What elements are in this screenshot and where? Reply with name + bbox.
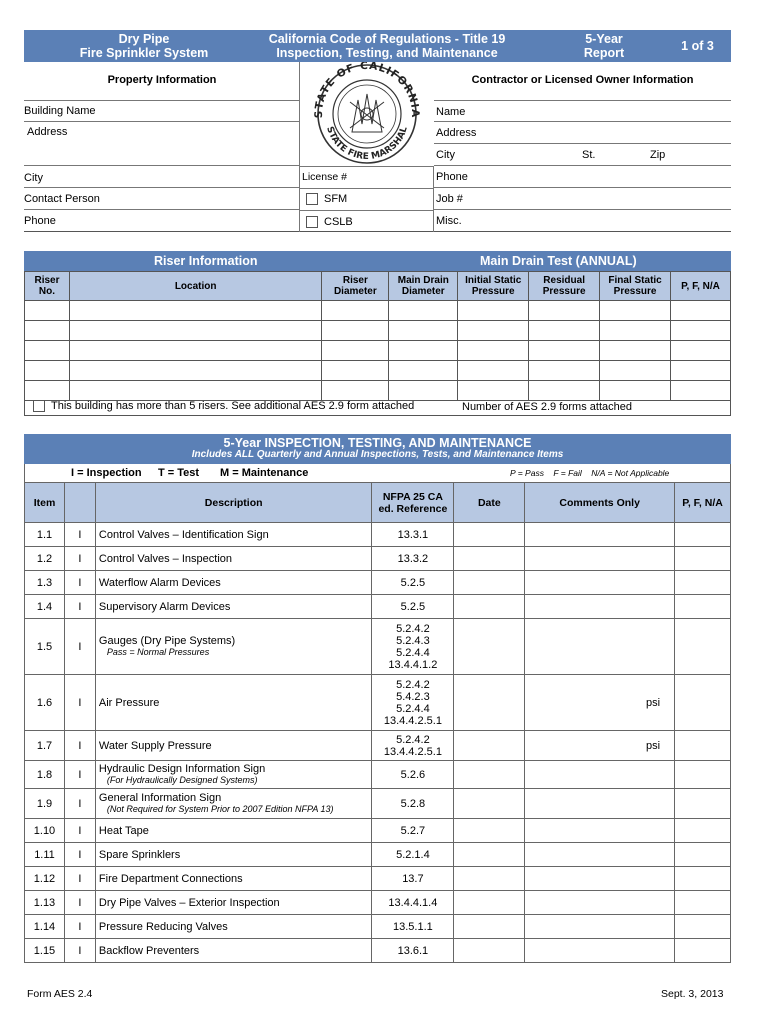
comments-cell[interactable] [525,789,675,819]
item-number: 1.12 [25,867,65,891]
report-period [564,30,644,62]
item-number: 1.2 [25,547,65,571]
comments-cell[interactable] [525,595,675,619]
pfna-cell[interactable] [675,547,731,571]
reference-code: 13.4.4.2.5.1 [383,714,442,727]
pfna-cell[interactable] [675,675,731,731]
item-reference [372,731,454,761]
table-row [25,675,731,731]
table-row [25,915,731,939]
reference-code: 5.2.4.2 [396,622,430,635]
table-row [25,547,731,571]
table-row [25,523,731,547]
unit-label: psi [645,696,661,709]
item-reference [372,843,454,867]
address-field[interactable] [24,122,300,166]
reference-code: 5.2.5 [400,600,426,613]
seal-bottom-text: STATE FIRE MARSHAL [324,125,410,163]
riser-cell[interactable] [69,321,321,341]
drain-diameter-header: Main Drain Diameter [389,272,458,301]
riser-cell[interactable] [600,361,671,381]
item-number: 1.3 [25,571,65,595]
comments-cell[interactable] [525,619,675,675]
legend-inspection: I = Inspection [71,467,142,479]
contact-person-field[interactable] [24,188,300,210]
sfm-label: SFM [324,193,348,205]
comments-cell[interactable] [525,547,675,571]
comments-cell[interactable] [525,819,675,843]
riser-footnote [24,397,731,416]
table-row [25,867,731,891]
riser-cell[interactable] [389,341,458,361]
license-label: License # [302,171,347,183]
item-reference [372,547,454,571]
legend-test: T = Test [158,467,200,479]
reference-code: 5.2.7 [400,824,426,837]
item-description [95,939,372,963]
item-reference [372,891,454,915]
reference-header: NFPA 25 CA ed. Reference [372,483,454,523]
page-number: 1 of 3 [681,39,714,53]
item-description-text: Hydraulic Design Information Sign [98,763,266,775]
itm-pfna-header: P, F, N/A [675,483,731,523]
item-number: 1.1 [25,523,65,547]
riser-row [25,301,731,321]
itm-legend [24,464,731,482]
riser-cell[interactable] [69,301,321,321]
seal-top-text: STATE OF CALIFORNIA [312,62,422,119]
property-title: Property Information [107,74,217,86]
riser-cell[interactable] [600,341,671,361]
item-note: (Not Required for System Prior to 2007 Edition NFPA 13) [106,804,334,814]
license-field[interactable] [300,167,433,189]
item-type: I [64,761,95,789]
riser-cell[interactable] [600,301,671,321]
unit-label: psi [645,739,661,752]
item-number: 1.9 [25,789,65,819]
comments-cell[interactable] [525,571,675,595]
item-description [95,761,372,789]
date-cell[interactable] [454,619,525,675]
item-description-text: Air Pressure [98,696,160,709]
code-title-line2: Inspection, Testing, and Maintenance [276,46,498,60]
date-cell[interactable] [454,915,525,939]
item-type: I [64,595,95,619]
legend-maintenance: M = Maintenance [220,467,309,479]
item-description-text: Dry Pipe Valves – Exterior Inspection [98,896,280,909]
cslb-checkbox[interactable] [306,216,318,228]
cslb-label: CSLB [324,216,353,228]
date-cell[interactable] [454,761,525,789]
riser-cell[interactable] [25,301,70,321]
pfna-cell[interactable] [675,789,731,819]
reference-code: 5.2.4.2 [396,733,430,746]
reference-code: 13.6.1 [397,944,429,957]
license-section [300,166,434,232]
item-description [95,547,372,571]
pfna-cell[interactable] [675,915,731,939]
item-number: 1.11 [25,843,65,867]
code-title-line1: California Code of Regulations - Title 19 [268,32,506,46]
contractor-phone-label: Phone [436,171,468,183]
date-cell[interactable] [454,819,525,843]
date-cell[interactable] [454,595,525,619]
comments-cell[interactable] [525,675,675,731]
item-reference [372,915,454,939]
contractor-address-field[interactable] [434,122,731,144]
item-description [95,843,372,867]
item-description [95,867,372,891]
item-description-text: Waterflow Alarm Devices [98,576,221,589]
item-description-text: Control Valves – Inspection [98,552,232,565]
riser-cell[interactable] [322,321,389,341]
table-row [25,819,731,843]
date-cell[interactable] [454,547,525,571]
item-description [95,915,372,939]
pfna-cell[interactable] [675,731,731,761]
comments-cell[interactable] [525,523,675,547]
sfm-option-row [306,193,347,205]
date-cell[interactable] [454,731,525,761]
item-reference [372,571,454,595]
item-description [95,595,372,619]
riser-row [25,341,731,361]
item-description-text: Pressure Reducing Valves [98,920,228,933]
riser-cell[interactable] [529,341,600,361]
type-header [64,483,95,523]
riser-cell[interactable] [25,341,70,361]
item-description-text: Fire Department Connections [98,872,243,885]
reference-code: 13.3.2 [397,552,429,565]
item-number: 1.14 [25,915,65,939]
table-row [25,843,731,867]
riser-cell[interactable] [389,321,458,341]
riser-cell[interactable] [69,361,321,381]
item-description [95,819,372,843]
table-row [25,571,731,595]
riser-cell[interactable] [389,361,458,381]
item-description-text: Spare Sprinklers [98,848,181,861]
riser-title: Riser Information [154,254,258,268]
main-drain-title: Main Drain Test (ANNUAL) [480,254,637,268]
location-header: Location [69,272,321,301]
reference-code: 13.4.4.1.2 [388,658,438,671]
table-row [25,761,731,789]
item-reference [372,595,454,619]
riser-cell[interactable] [322,341,389,361]
item-reference [372,675,454,731]
table-row [25,595,731,619]
item-reference [372,939,454,963]
riser-cell[interactable] [671,341,731,361]
item-note: Pass = Normal Pressures [106,647,210,657]
item-description [95,731,372,761]
item-description [95,619,372,675]
date-cell[interactable] [454,789,525,819]
code-title [242,30,532,62]
more-risers-row [33,400,414,412]
pfna-cell[interactable] [675,523,731,547]
report-period-line1: 5-Year [585,32,623,46]
reference-code: 13.4.4.2.5.1 [383,745,442,758]
item-type: I [64,867,95,891]
building-name-field[interactable] [24,100,300,122]
riser-table [24,271,731,401]
item-type: I [64,789,95,819]
item-number: 1.10 [25,819,65,843]
description-header: Description [95,483,372,523]
reference-code: 13.5.1.1 [393,920,433,933]
property-contractor-block [24,62,731,232]
contractor-phone-field[interactable] [434,166,731,188]
reference-code: 5.2.4.2 [396,678,430,691]
pfna-cell[interactable] [675,843,731,867]
date-cell[interactable] [454,843,525,867]
job-number-field[interactable] [434,188,731,210]
item-number: 1.7 [25,731,65,761]
item-type: I [64,547,95,571]
reference-code: 13.7 [402,872,424,885]
comments-cell[interactable] [525,761,675,789]
itm-subtitle: Includes ALL Quarterly and Annual Inspections, Tests, and Maintenance Items [191,449,564,460]
misc-field[interactable] [434,210,731,232]
riser-cell[interactable] [529,321,600,341]
riser-cell[interactable] [671,321,731,341]
item-description [95,789,372,819]
comments-cell[interactable] [525,867,675,891]
riser-cell[interactable] [529,361,600,381]
table-row [25,939,731,963]
riser-cell[interactable] [458,361,529,381]
itm-table [24,482,731,963]
date-header: Date [454,483,525,523]
contractor-zip-label: Zip [650,149,666,161]
item-reference [372,867,454,891]
riser-row [25,321,731,341]
item-description-text: Gauges (Dry Pipe Systems) [98,635,236,647]
job-number-label: Job # [436,193,463,205]
date-cell[interactable] [454,891,525,915]
riser-no-header: Riser No. [25,272,70,301]
reference-code: 5.2.4.3 [396,634,430,647]
pfna-cell[interactable] [675,939,731,963]
address-label: Address [27,126,68,138]
date-cell[interactable] [454,571,525,595]
item-description-text: General Information Sign [98,792,222,804]
item-type: I [64,939,95,963]
comments-cell[interactable] [525,843,675,867]
contractor-name-field[interactable] [434,100,731,122]
contractor-address-label: Address [436,127,477,139]
item-type: I [64,619,95,675]
reference-code: 13.4.4.1.4 [388,896,438,909]
riser-cell[interactable] [458,321,529,341]
riser-cell[interactable] [458,341,529,361]
item-type: I [64,675,95,731]
item-description-text: Supervisory Alarm Devices [98,600,231,613]
form-title-line2: Fire Sprinkler System [79,46,209,60]
item-reference [372,523,454,547]
pfna-cell[interactable] [675,571,731,595]
contractor-city-label: City [436,149,455,161]
item-type: I [64,843,95,867]
contractor-state-label: St. [582,149,596,161]
contractor-title: Contractor or Licensed Owner Information [471,74,694,86]
riser-cell[interactable] [322,301,389,321]
item-note: (For Hydraulically Designed Systems) [106,775,258,785]
itm-band [24,434,731,464]
table-row [25,619,731,675]
table-row [25,891,731,915]
contractor-section [434,62,731,232]
riser-cell[interactable] [600,321,671,341]
date-cell[interactable] [454,523,525,547]
itm-title: 5-Year INSPECTION, TESTING, AND MAINTENANCE [223,436,532,450]
comments-cell[interactable] [525,891,675,915]
item-type: I [64,891,95,915]
item-type: I [64,571,95,595]
item-type: I [64,523,95,547]
footer-form-id: Form AES 2.4 [27,988,93,1000]
more-risers-text: This building has more than 5 risers. See additional AES 2.9 form attached [51,400,415,412]
table-row [25,731,731,761]
property-section [24,62,300,232]
riser-band [24,251,731,271]
form-title [24,30,264,62]
contact-person-label: Contact Person [24,193,100,205]
phone-field[interactable] [24,210,300,232]
building-name-label: Building Name [24,105,96,117]
header-band [24,30,731,62]
riser-cell[interactable] [25,321,70,341]
reference-code: 5.2.4.4 [396,646,430,659]
riser-cell[interactable] [389,301,458,321]
riser-cell[interactable] [69,341,321,361]
seal-area [300,62,434,166]
riser-row [25,361,731,381]
aes-forms-count-label: Number of AES 2.9 forms attached [462,401,632,413]
item-number: 1.5 [25,619,65,675]
item-reference [372,819,454,843]
item-reference [372,761,454,789]
state-fire-marshal-seal [300,62,434,166]
reference-code: 5.2.5 [400,576,426,589]
item-number: 1.13 [25,891,65,915]
form-title-line1: Dry Pipe [118,32,170,46]
date-cell[interactable] [454,939,525,963]
riser-cell[interactable] [671,361,731,381]
reference-code: 5.2.8 [400,797,426,810]
item-reference [372,619,454,675]
item-type: I [64,731,95,761]
more-risers-checkbox[interactable] [33,400,45,412]
city-field[interactable] [24,166,300,188]
initial-static-header: Initial Static Pressure [458,272,529,301]
pfna-cell[interactable] [675,819,731,843]
reference-code: 5.2.4.4 [396,702,430,715]
item-description-text: Heat Tape [98,824,149,837]
table-row [25,789,731,819]
contractor-name-label: Name [436,106,466,118]
item-description [95,675,372,731]
item-number: 1.15 [25,939,65,963]
reference-code: 5.4.2.3 [396,690,430,703]
item-number: 1.4 [25,595,65,619]
cslb-option[interactable] [300,211,433,233]
riser-cell[interactable] [529,301,600,321]
item-description [95,571,372,595]
riser-diameter-header: Riser Diameter [322,272,389,301]
date-cell[interactable] [454,867,525,891]
item-description-text: Water Supply Pressure [98,739,212,752]
item-number: 1.8 [25,761,65,789]
pfna-cell[interactable] [675,891,731,915]
comments-cell[interactable] [525,939,675,963]
reference-code: 5.2.6 [400,768,426,781]
item-description [95,523,372,547]
item-header: Item [25,483,65,523]
comments-cell[interactable] [525,915,675,939]
pfna-cell[interactable] [675,867,731,891]
item-type: I [64,819,95,843]
pfna-cell[interactable] [675,595,731,619]
city-label: City [24,172,43,184]
phone-label: Phone [24,215,56,227]
comments-header: Comments Only [525,483,675,523]
riser-pfna-header: P, F, N/A [671,272,731,301]
riser-cell[interactable] [671,301,731,321]
item-number: 1.6 [25,675,65,731]
pfna-cell[interactable] [675,619,731,675]
date-cell[interactable] [454,675,525,731]
reference-code: 5.2.1.4 [396,848,430,861]
riser-cell[interactable] [458,301,529,321]
reference-code: 13.3.1 [397,528,429,541]
legend-pfna: P = Pass F = Fail N/A = Not Applicable [510,468,670,478]
sfm-option[interactable] [300,189,433,211]
comments-cell[interactable] [525,731,675,761]
report-period-line2: Report [583,46,625,60]
item-reference [372,789,454,819]
riser-cell[interactable] [25,361,70,381]
item-type: I [64,915,95,939]
item-description-text: Control Valves – Identification Sign [98,528,269,541]
item-description-text: Backflow Preventers [98,944,200,957]
riser-cell[interactable] [322,361,389,381]
pfna-cell[interactable] [675,761,731,789]
contractor-city-field[interactable] [434,144,731,166]
footer-date: Sept. 3, 2013 [661,988,724,1000]
sfm-checkbox[interactable] [306,193,318,205]
cslb-option-row [306,216,353,228]
final-static-header: Final Static Pressure [600,272,671,301]
misc-label: Misc. [436,215,462,227]
item-description [95,891,372,915]
residual-pressure-header: Residual Pressure [529,272,600,301]
